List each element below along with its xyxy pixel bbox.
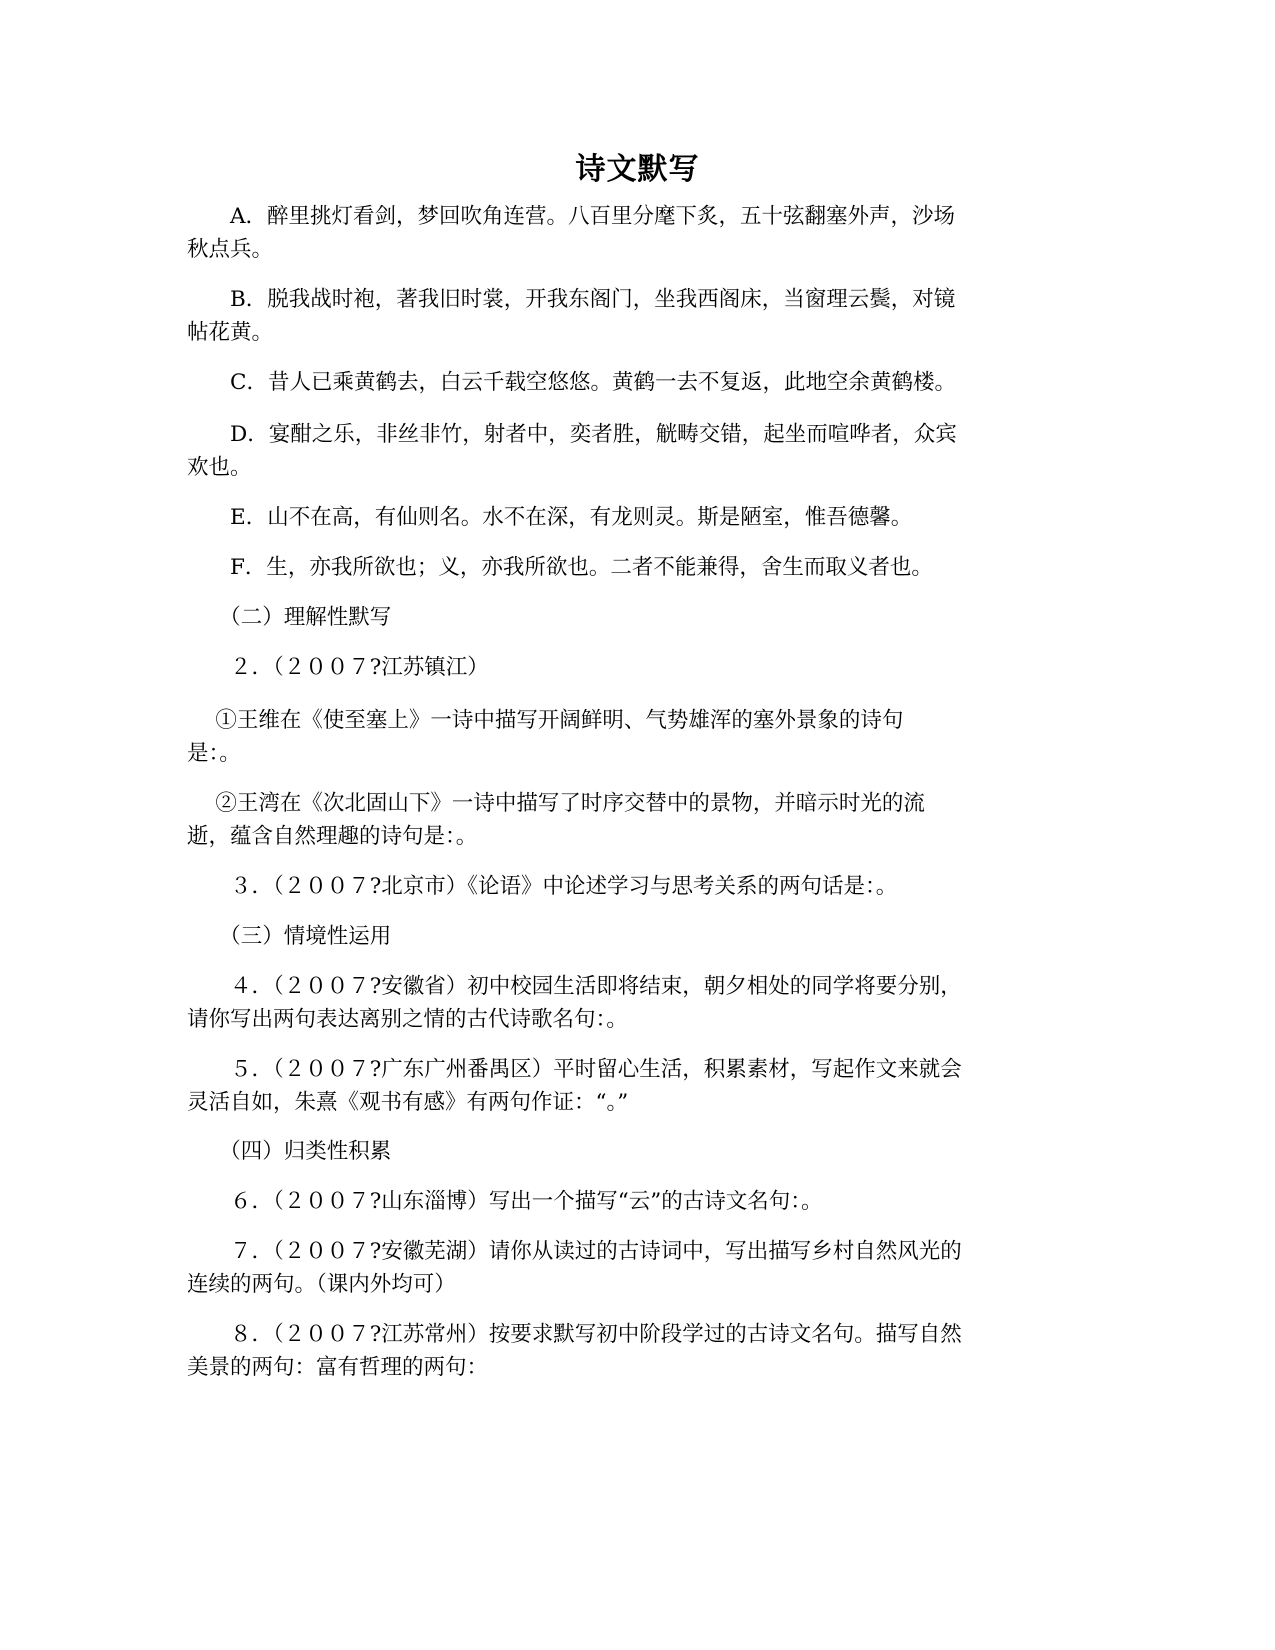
paragraph-line: ４．（２００７?安徽省）初中校园生活即将结束，朝夕相处的同学将要分别， — [187, 974, 962, 999]
paragraph-line: F．生，亦我所欲也；义，亦我所欲也。二者不能兼得，舍生而取义者也。 — [187, 555, 933, 580]
paragraph — [187, 1053, 1087, 1119]
paragraph-line: ①王维在《使至塞上》一诗中描写开阔鲜明、气势雄浑的塞外景象的诗句 — [187, 708, 904, 733]
paragraph-line: ５．（２００７?广东广州番禺区）平时留心生活，积累素材，写起作文来就会 — [187, 1057, 962, 1082]
paragraph — [187, 704, 1087, 770]
paragraph-line: C．昔人已乘黄鹤去，白云千载空悠悠。黄鹤一去不复返，此地空余黄鹤楼。 — [187, 370, 956, 395]
paragraph-line: 请你写出两句表达离别之情的古代诗歌名句：。 — [187, 1007, 628, 1032]
paragraph-line: A．醉里挑灯看剑，梦回吹角连营。八百里分麾下炙，五十弦翻塞外声，沙场 — [187, 204, 956, 229]
paragraph — [187, 551, 1087, 584]
paragraph — [187, 1185, 1087, 1218]
paragraph — [187, 418, 1087, 484]
paragraph-line: ７．（２００７?安徽芜湖）请你从读过的古诗词中，写出描写乡村自然风光的 — [187, 1239, 962, 1264]
paragraph-line: 帖花黄。 — [187, 320, 274, 345]
paragraph — [187, 1235, 1087, 1301]
paragraph — [187, 651, 1087, 684]
paragraph-line: 美景的两句：富有哲理的两句： — [187, 1355, 489, 1380]
paragraph — [187, 870, 1087, 903]
paragraph-line: 是：。 — [187, 741, 241, 766]
paragraph — [187, 787, 1087, 853]
paragraph — [187, 601, 1087, 634]
paragraph-line: 欢也。 — [187, 455, 252, 480]
paragraph-line: B．脱我战时袍，著我旧时裳，开我东阁门，坐我西阁床，当窗理云鬓，对镜 — [187, 287, 956, 312]
paragraph-line: ②王湾在《次北固山下》一诗中描写了时序交替中的景物，并暗示时光的流 — [187, 791, 925, 816]
paragraph-line: ８．（２００７?江苏常州）按要求默写初中阶段学过的古诗文名句。描写自然 — [187, 1322, 962, 1347]
paragraph-line: （四）归类性积累 — [187, 1139, 392, 1164]
paragraph-line: ６．（２００７?山东淄博）写出一个描写“云”的古诗文名句：。 — [187, 1189, 823, 1214]
paragraph-line: E．山不在高，有仙则名。水不在深，有龙则灵。斯是陋室，惟吾德馨。 — [187, 505, 913, 530]
paragraph-line: （二）理解性默写 — [187, 605, 392, 630]
paragraph-line: ３．（２００７?北京市）《论语》中论述学习与思考关系的两句话是：。 — [187, 874, 898, 899]
paragraph — [187, 200, 1087, 266]
paragraph — [187, 1318, 1087, 1384]
paragraph-line: 秋点兵。 — [187, 237, 274, 262]
paragraph-line: （三）情境性运用 — [187, 924, 392, 949]
paragraph-line: 灵活自如，朱熹《观书有感》有两句作证：“。” — [187, 1090, 629, 1115]
paragraph — [187, 366, 1087, 399]
paragraph — [187, 501, 1087, 534]
paragraph — [187, 283, 1087, 349]
paragraph — [187, 920, 1087, 953]
paragraph — [187, 1135, 1087, 1168]
paragraph-line: 连续的两句。（课内外均可） — [187, 1272, 456, 1297]
paragraph-line: D．宴酣之乐，非丝非竹，射者中，奕者胜，觥畴交错，起坐而喧哗者，众宾 — [187, 422, 957, 447]
paragraph-line: ２．（２００７?江苏镇江） — [187, 655, 489, 680]
paragraph — [187, 970, 1087, 1036]
paragraph-line: 逝，蕴含自然理趣的诗句是：。 — [187, 824, 478, 849]
document-title: 诗文默写 — [575, 152, 700, 187]
